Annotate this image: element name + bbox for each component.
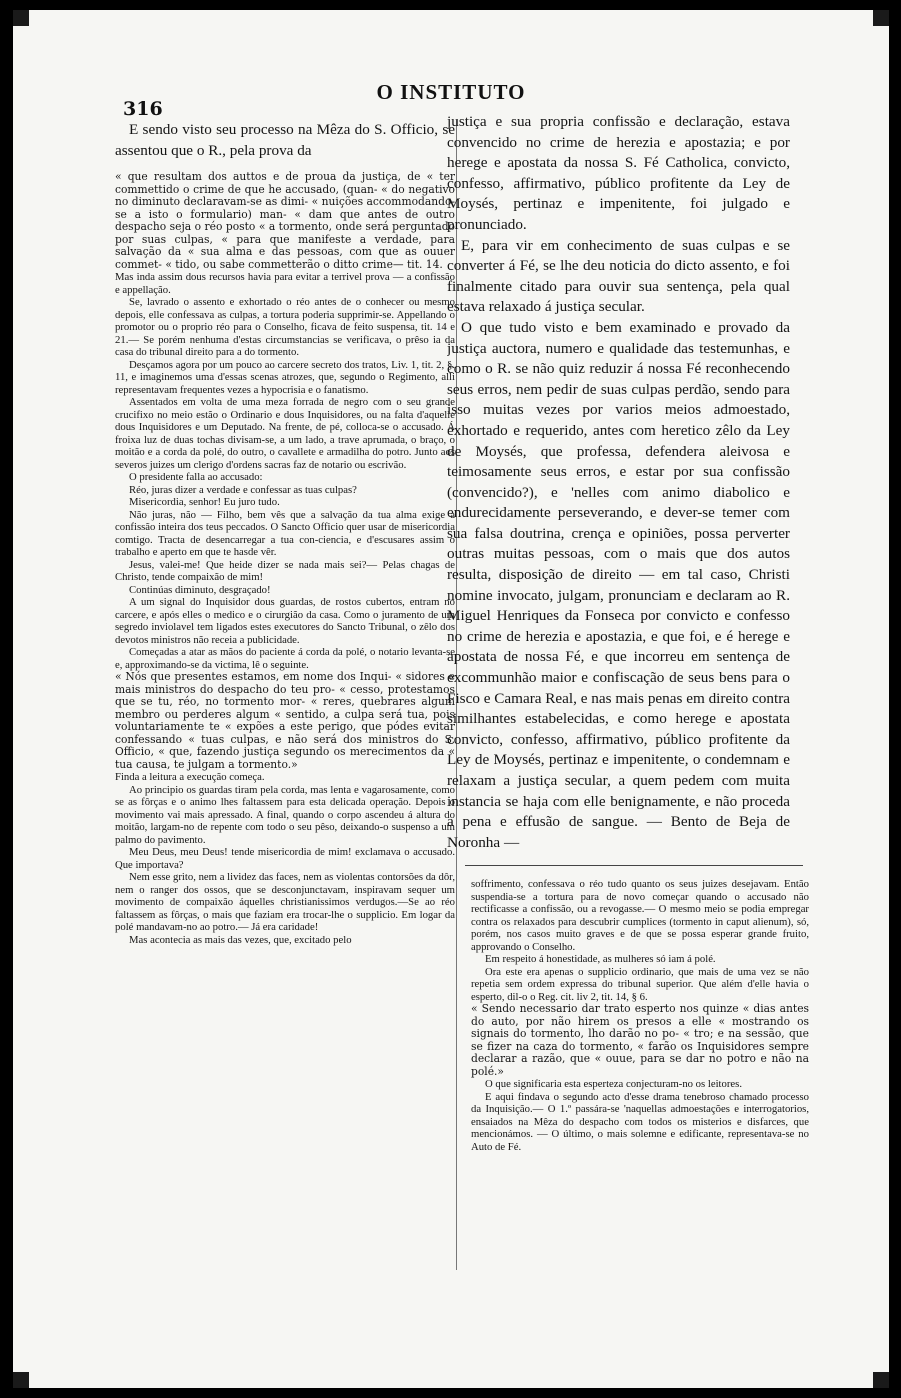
- right-paragraph: E, para vir em conhecimento de suas culpas e se converter á Fé, se lhe deu noticia do dicto assento, e foi finalmente citado para ouvir sua sentença, pela qual estava relaxado á justiça secular.: [447, 236, 790, 316]
- left-paragraph: Mas inda assim dous recursos havia para evitar a terrivel prova — a confissão e appellação.: [115, 271, 455, 296]
- book-page: [13, 10, 889, 1388]
- left-paragraph: Misericordia, senhor! Eu juro tudo.: [129, 496, 280, 509]
- left-quote-2: « Nós que presentes estamos, em nome dos Inqui- « sidores e mais ministros do despacho do teu pro- « cesso, protestamos que se tu, réo, no tormento mor- « reres, quebrares algum membro ou perderes algum « sentido, a culpa será tua, pois voluntariamente te « expões a este perigo, que pódes evitar confessando « tuas culpas, e não será dos ministros do S. Officio, « que, fazendo justiça segundo os merecimentos da « tua causa, te julgam a tormento.»: [115, 670, 455, 771]
- left-paragraph: Continúas diminuto, desgraçado!: [129, 583, 271, 596]
- left-paragraph: Ao principio os guardas tiram pela corda, mas lenta e vagarosamente, como se as fôrças e o animo lhes faltassem para esta delicada operação. Depois o movimento vai mais apressado. A final, quando o corpo ascendeu á altura do moitão, largam-no de repente com todo o seu pêso, deixando-o suspenso a um palmo do pavimento.: [115, 783, 455, 846]
- left-paragraph: Meu Deus, meu Deus! tende misericordia de mim! exclamava o accusado. Que importava?: [115, 846, 455, 871]
- footnote-paragraph: Em respeito á honestidade, as mulheres só iam á polé.: [485, 953, 716, 965]
- footnote-continuation: [471, 878, 809, 1153]
- footnote-paragraph: E aqui findava o segundo acto d'esse drama tenebroso chamado processo da Inquisição.— O 1.º passára-se 'naquellas admoestações e interrogatorios, ensaiados na Mêza do despacho com todos os misterios e disfarces, que mencionámos. — O último, o mais solemne e edificante, representava-se no Auto de Fé.: [471, 1090, 809, 1153]
- left-paragraph: Jesus, valei-me! Que heide dizer se nada mais sei?— Pelas chagas de Christo, tende compaixão de mim!: [115, 558, 455, 584]
- scan-corner-mark: [873, 1372, 889, 1388]
- right-column: [447, 112, 790, 853]
- left-paragraph: A um signal do Inquisidor dous guardas, de rostos cubertos, entram no carcere, e após elles o medico e o cirurgião da casa. Como o juramento de um segredo inviolavel tem ligados estes executores do Sancto Tribunal, o zêlo dos devotos ministros não receia a publicidade.: [115, 596, 455, 646]
- left-paragraph: Começadas a atar as mãos do paciente á corda da polé, o notario levanta-se e, approximando-se da victima, lê o seguinte.: [115, 646, 455, 671]
- scan-corner-mark: [13, 10, 29, 26]
- running-title: O INSTITUTO: [376, 80, 526, 104]
- left-paragraph: Finda a leitura a execução começa.: [115, 771, 265, 784]
- page-header: [13, 80, 889, 120]
- left-paragraph: Assentados em volta de uma meza forrada de negro com o seu grande crucifixo no meio estão o Ordinario e dous Inquisidores, ou na falta d'aquelle dous Inquisidores e um Deputado. Na frente, de pé, colloca-se o accusado. Á froixa luz de duas tochas divisam-se, a um lado, a trave aprumada, o braço, o moitão e a corda da polé, do outro, o cavallete e armadilha do potro. Junto aos severos juizes um clerigo d'ordens sacras faz de notario ou escrivão.: [115, 396, 455, 471]
- footnote-quote: « Sendo necessario dar trato esperto nos quinze « dias antes do auto, por não hirem os presos a elle « mostrando os signais do tormento, lho darão no po- « tro; e na sessão, que se fizer na caza do tormento, « farão os Inquisidores sempre declarar a razão, que « ouue, para se dar no potro e não na polé.»: [471, 1002, 809, 1078]
- left-paragraph: Mas acontecia as mais das vezes, que, excitado pelo: [129, 933, 352, 946]
- left-intro-paragraph: E sendo visto seu processo na Mêza do S. Officio, se assentou que o R., pela prova da: [115, 121, 455, 159]
- left-paragraph: Réo, juras dizer a verdade e confessar as tuas culpas?: [129, 483, 357, 496]
- left-quote-1: « que resultam dos auttos e de proua da justiça, de « ter commettido o crime de que he accusado, (quan- « do negativo no diminuto declaravam-se as dimi- « nuições accommodando-se a isto o formulario) man- « dam que antes de outro despacho seja o réo posto « a tormento, onde será perguntado por suas culpas, « para que manifeste a verdade, para salvação da « sua alma e das pessoas, com que as ouuer commet- « tido, ou sabe commetterão o ditto crime— tit. 14.: [115, 170, 455, 271]
- footnote-rule: [465, 865, 803, 866]
- footnote-paragraph: O que significaria esta esperteza conjecturam-no os leitores.: [485, 1078, 742, 1090]
- left-column: [115, 120, 455, 946]
- right-paragraph: O que tudo visto e bem examinado e provado da justiça auctora, numero e qualidade das testemunhas, e como o R. se não quiz reduzir á nossa Fé reconhecendo seus erros, nem pedir de suas culpas perdão, sendo para isso muitas vezes por varios meios admoestado, exhortado e requerido, antes com heretico zêlo da Ley de Moysés, que professa, defendera aleivosa e teimosamente seus erros, e estar por sua confissão (convencido?), e 'nelles com animo diabolico e endurecidamente perseverando, e dever-se temer com sua falsa doutrina, crença e opiniões, possa perverter outras muitas pessoas, com o mais que dos autos resulta, disposição de direito — em tal caso, Christi nomine invocato, julgam, pronunciam e declaram ao R. Miguel Henriques da Fonseca por convicto e confesso no crime de herezia e apostazia, e que foi, e é herege e apostata de nossa Fé, e que incorreu em sentença de excommunhão maior e confiscação de seus bens para o Fisco e Camara Real, e nas mais penas em direito contra similhantes estabelecidas, e como herege e apostata convicto, confesso, affirmativo, público profitente da Ley de Moysés, pertinaz e impenitente, o condemnam e relaxam a justiça secular, a quem pedem com muita instancia se haja com elle benignamente, e não proceda a pena e effusão de sangue. — Bento de Beja de Noronha —: [447, 318, 790, 851]
- left-paragraph: Desçamos agora por um pouco ao carcere secreto dos tratos, Liv. 1, tit. 2, §. 11, e imaginemos uma d'essas scenas atrozes, que, segundo o Regimento, alli representavam frequentes vezes a hypocrisia e o fanatismo.: [115, 358, 455, 396]
- scan-corner-mark: [873, 10, 889, 26]
- footnote-paragraph: Ora este era apenas o supplicio ordinario, que mais de uma vez se não repetia sem ordem expressa do tribunal superior. Que além d'elle havia o esperto, dil-o o Reg. cit. liv 2, tit. 14, § 6.: [471, 965, 809, 1003]
- left-paragraph: O presidente falla ao accusado:: [129, 471, 263, 484]
- left-paragraph: Se, lavrado o assento e exhortado o réo antes de o conhecer ou mesmo depois, elle confessava as culpas, a tortura poderia supprimir-se. Appellando o promotor ou o proprio réo para o Conselho, ficava de feito suspensa, tit. 14 e 21.— Se porém nenhuma d'estas circumstancias se verificava, o prêso ia da casa do tribunal direito para a do tormento.: [115, 296, 455, 359]
- left-paragraph: Nem esse grito, nem a lividez das faces, nem as violentas contorsões da dôr, nem o ranger dos ossos, que se desconjunctavam, inspiravam sequer um movimento de compaixão áquelles christianissimos verdugos.—Se ao réo faltassem as fôrças, o mais que faziam era trocar-lhe o supplicio. Em logar da polé mandavam-no ao potro.— Já era caridade!: [115, 871, 455, 934]
- scan-corner-mark: [13, 1372, 29, 1388]
- right-paragraph: justiça e sua propria confissão e declaração, estava convencido no crime de herezia e apostazia; e por herege e apostata da nossa S. Fé Catholica, convicto, confesso, affirmativo, público profitente da Ley de Moysés, pertinaz e impenitente, foi julgado e pronunciado.: [447, 113, 790, 233]
- left-paragraph: Não juras, não — Filho, bem vês que a salvação da tua alma exige a confissão inteira dos teus peccados. O Sancto Officio quer usar de misericordia comtigo. Tracta de desencarregar a tua con-ciencia, e d'escusares assim o trabalho e aperto em que te hasde vêr.: [115, 508, 455, 559]
- page-number: 316: [123, 98, 163, 120]
- footnote-paragraph: soffrimento, confessava o réo tudo quanto os seus juizes desejavam. Então suspendia-se a tortura para de novo começar quando o accusado não rectificasse a confissão, ou a revogasse.— O mesmo meio se podia empregar contra os relaxados para descubrir cumplices (tormento in caput alienum), só, porém, nos casos muito graves e de que se possa esperar grande fruito, approvando o Conselho.: [471, 878, 809, 953]
